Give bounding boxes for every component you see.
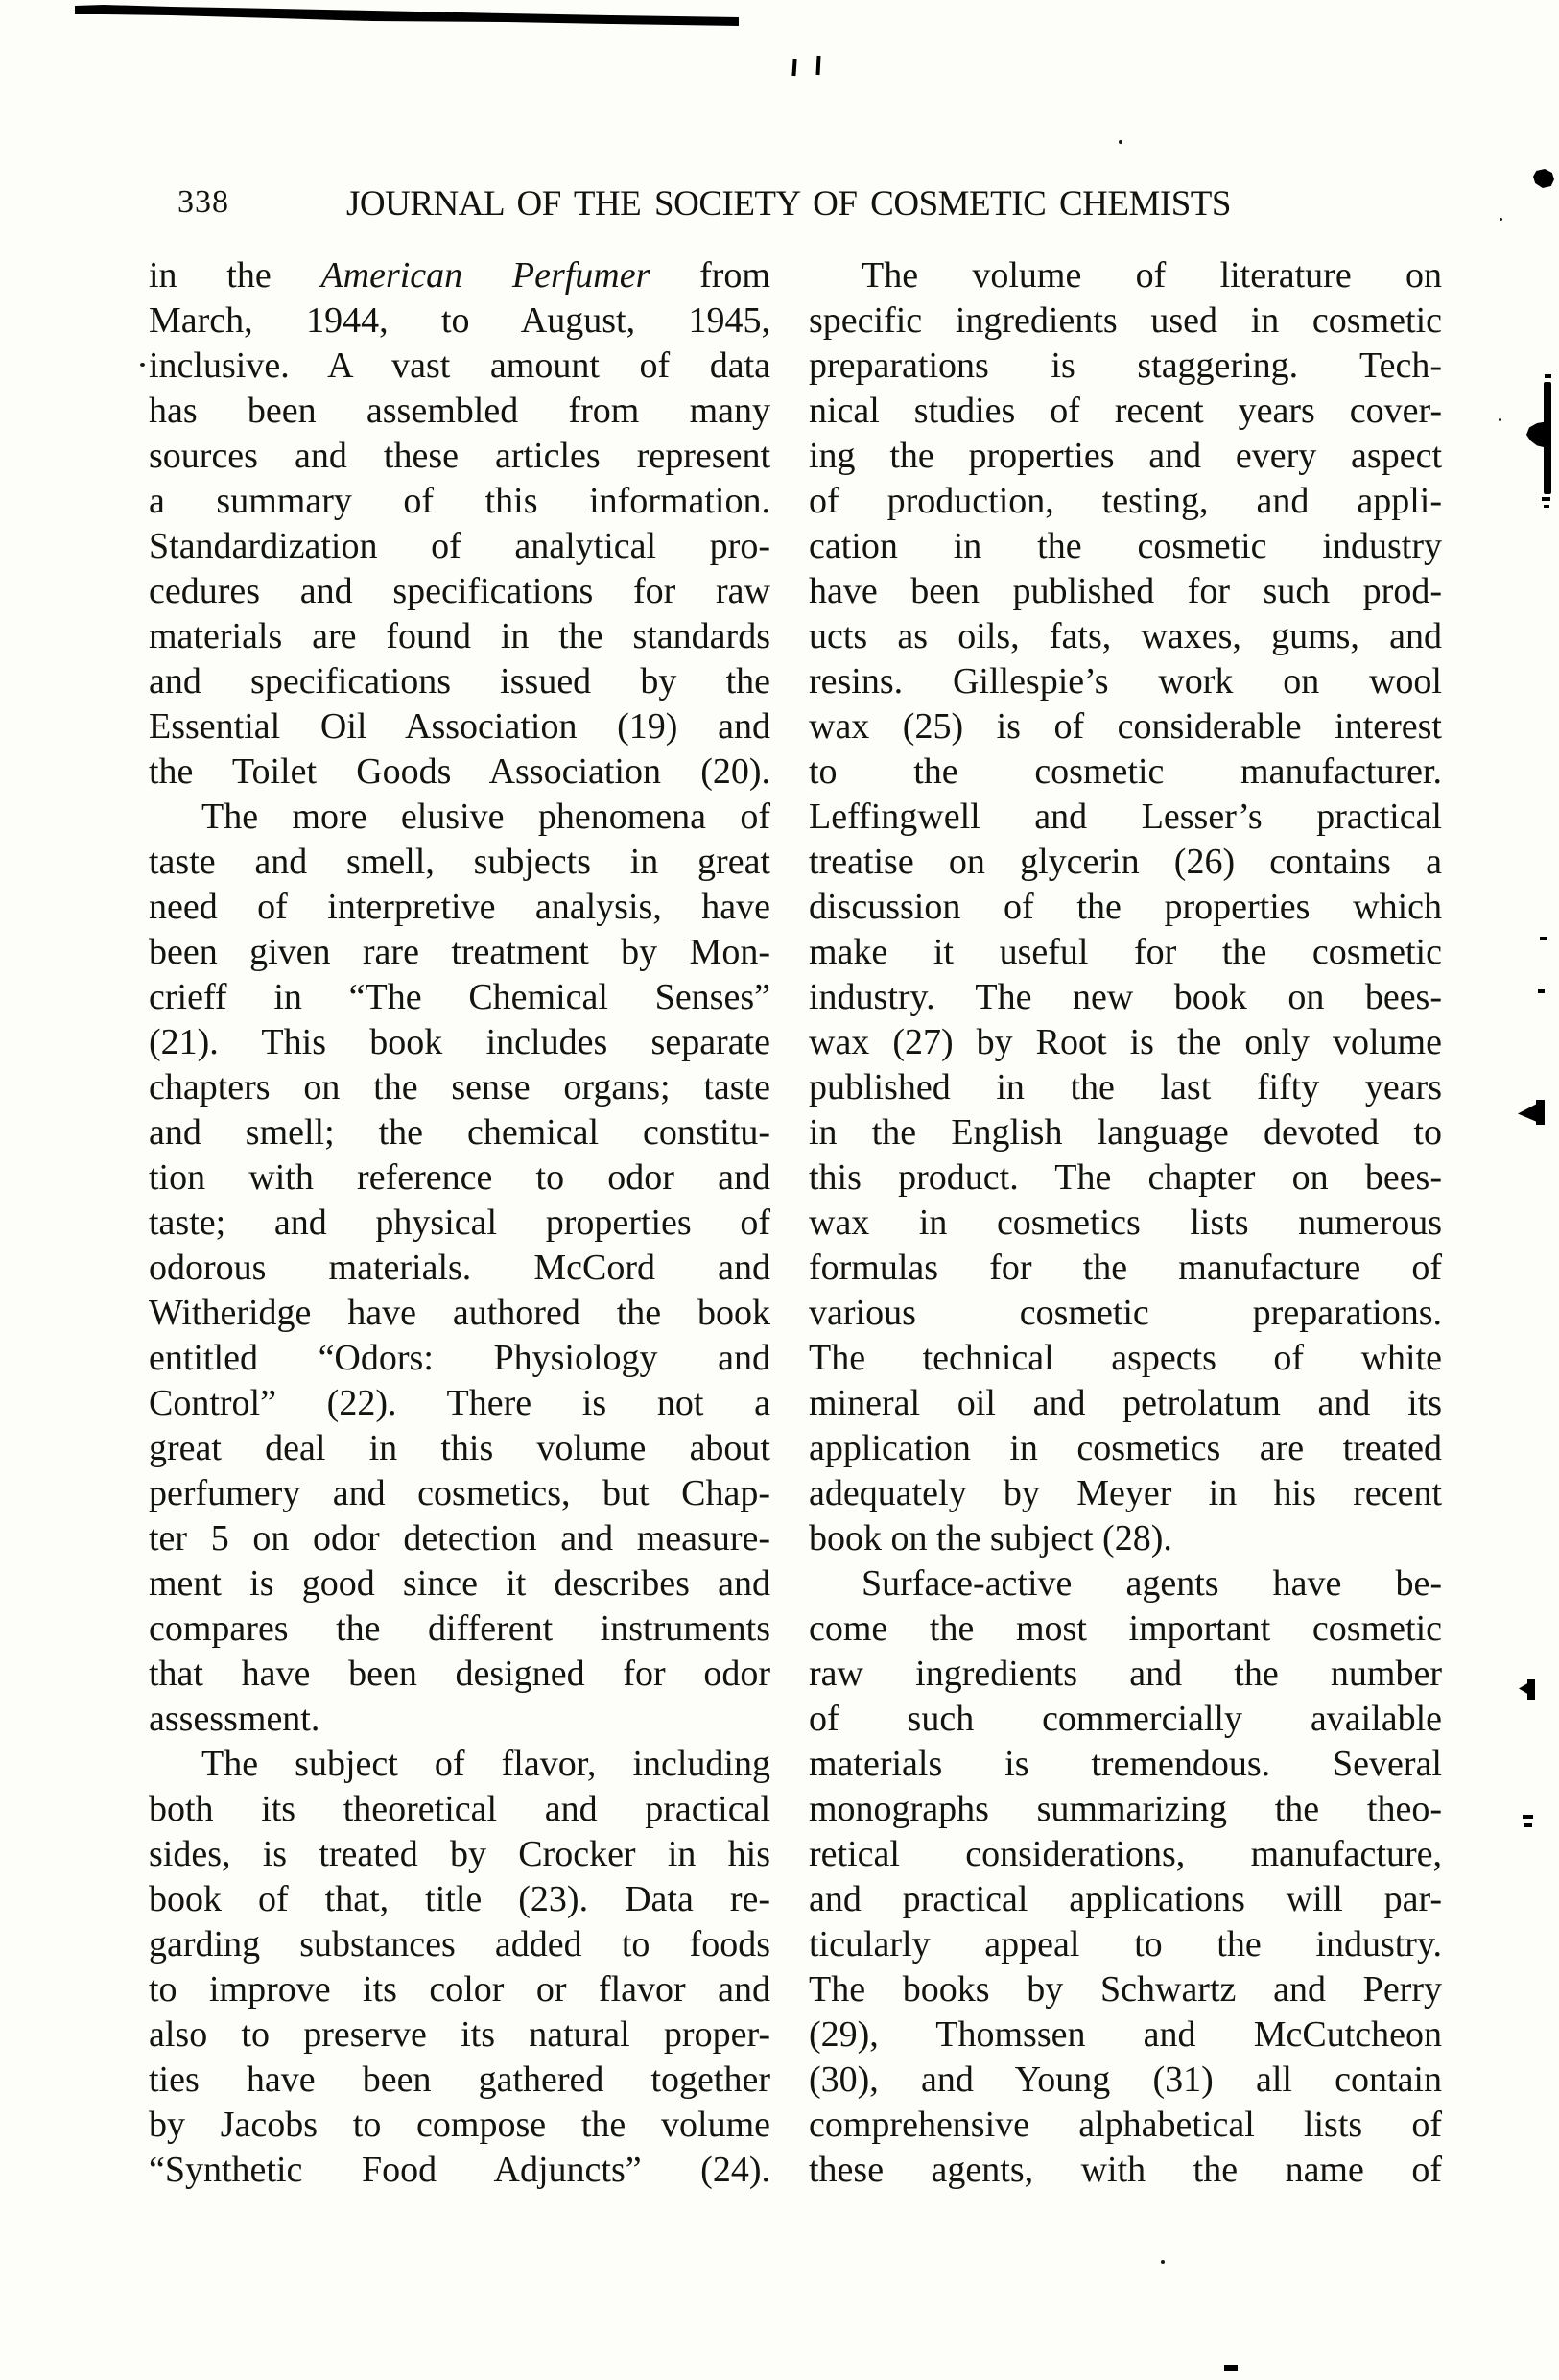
text-line: been given rare treatment by Mon- (149, 932, 770, 972)
text-line: sides, is treated by Crocker in his (149, 1834, 770, 1874)
text-line: of such commercially available (809, 1699, 1442, 1739)
text-line: book on the subject (28). (809, 1518, 1172, 1559)
text-line: book of that, title (23). Data re- (149, 1879, 770, 1919)
text-line: The subject of flavor, including (201, 1744, 770, 1784)
scan-speck (1499, 418, 1501, 421)
scan-speck (1500, 218, 1502, 221)
scan-artifact-dash (1540, 937, 1547, 940)
text-line: perfumery and cosmetics, but Chap- (149, 1473, 770, 1513)
text-line: resins. Gillespie’s work on wool (809, 661, 1442, 702)
journal-title: JOURNAL OF THE SOCIETY OF COSMETIC CHEMISTS (346, 184, 1231, 224)
text-line: by Jacobs to compose the volume (149, 2105, 770, 2145)
scan-artifact-dash (1542, 497, 1550, 501)
text-line: in the English language devoted to (809, 1112, 1442, 1153)
text-line: materials are found in the standards (149, 616, 770, 656)
text-line: adequately by Meyer in his recent (809, 1473, 1442, 1513)
text-line: retical considerations, manufacture, (809, 1834, 1442, 1874)
scan-artifact-dash (1545, 374, 1551, 378)
left-column (149, 253, 770, 2193)
text-line: compares the different instruments (149, 1608, 770, 1649)
scan-artifact-tick (815, 56, 820, 75)
text-line: (21). This book includes separate (149, 1022, 770, 1062)
text-line: preparations is staggering. Tech- (809, 345, 1442, 386)
text-line: ticularly appeal to the industry. (809, 1924, 1442, 1964)
text-line: taste and smell, subjects in great (149, 842, 770, 882)
text-line: specific ingredients used in cosmetic (809, 300, 1442, 341)
text-line: to improve its color or flavor and (149, 1969, 770, 2010)
scan-artifact-blob (1526, 420, 1546, 449)
text-line: treatise on glycerin (26) contains a (809, 842, 1442, 882)
text-line: materials is tremendous. Several (809, 1744, 1442, 1784)
text-line: sources and these articles represent (149, 436, 770, 476)
text-line: ties have been gathered together (149, 2059, 770, 2100)
text-line: these agents, with the name of (809, 2150, 1442, 2190)
text-line: published in the last fifty years (809, 1067, 1442, 1107)
page-number: 338 (177, 184, 229, 220)
text-line: The technical aspects of white (809, 1338, 1442, 1378)
text-line: garding substances added to foods (149, 1924, 770, 1964)
text-line: that have been designed for odor (149, 1654, 770, 1694)
scan-artifact-dash (1523, 1815, 1533, 1819)
text-line: to the cosmetic manufacturer. (809, 751, 1442, 792)
text-line: and smell; the chemical constitu- (149, 1112, 770, 1153)
text-line: also to preserve its natural proper- (149, 2014, 770, 2055)
text-line: crieff in “The Chemical Senses” (149, 977, 770, 1017)
scan-artifact-dash (1544, 505, 1549, 508)
text-line: Control” (22). There is not a (149, 1383, 770, 1423)
text-line: The books by Schwartz and Perry (809, 1969, 1442, 2010)
text-line: ter 5 on odor detection and measure- (149, 1518, 770, 1559)
text-line: raw ingredients and the number (809, 1654, 1442, 1694)
text-line: wax (27) by Root is the only volume (809, 1022, 1442, 1062)
text-line: entitled “Odors: Physiology and (149, 1338, 770, 1378)
text-line: tion with reference to odor and (149, 1157, 770, 1198)
text-line: great deal in this volume about (149, 1428, 770, 1468)
text-line: assessment. (149, 1699, 320, 1739)
text-line: taste; and physical properties of (149, 1202, 770, 1243)
text-line: monographs summarizing the theo- (809, 1789, 1442, 1829)
text-line: come the most important cosmetic (809, 1608, 1442, 1649)
text-line: of production, testing, and appli- (809, 481, 1442, 521)
scan-artifact-top-bar (75, 2, 739, 27)
scan-artifact-flag (1518, 1104, 1537, 1122)
text-line: wax in cosmetics lists numerous (809, 1202, 1442, 1243)
text-line: industry. The new book on bees- (809, 977, 1442, 1017)
text-line: mineral oil and petrolatum and its (809, 1383, 1442, 1423)
text-line: discussion of the properties which (809, 887, 1442, 927)
text-line: cedures and specifications for raw (149, 571, 770, 611)
text-line: odorous materials. McCord and (149, 1248, 770, 1288)
text-line: need of interpretive analysis, have (149, 887, 770, 927)
text-line: March, 1944, to August, 1945, (149, 300, 770, 341)
text-line: Surface-active agents have be- (862, 1563, 1442, 1604)
text-line: in the American Perfumer from (149, 255, 770, 296)
scan-artifact-flag (1536, 1100, 1545, 1125)
text-line: and practical applications will par- (809, 1879, 1442, 1919)
text-line: have been published for such prod- (809, 571, 1442, 611)
text-line: (30), and Young (31) all contain (809, 2059, 1442, 2100)
text-line: cation in the cosmetic industry (809, 526, 1442, 566)
text-line: wax (25) is of considerable interest (809, 706, 1442, 747)
text-line: various cosmetic preparations. (809, 1293, 1442, 1333)
text-line: Essential Oil Association (19) and (149, 706, 770, 747)
text-line: Leffingwell and Lesser’s practical (809, 797, 1442, 837)
scan-speck (140, 363, 145, 367)
text-line: nical studies of recent years cover- (809, 391, 1442, 431)
text-line: make it useful for the cosmetic (809, 932, 1442, 972)
text-line: ing the properties and every aspect (809, 436, 1442, 476)
scan-artifact-dash (1538, 989, 1545, 993)
text-line: application in cosmetics are treated (809, 1428, 1442, 1468)
text-line: ment is good since it describes and (149, 1563, 770, 1604)
right-column (809, 253, 1442, 2193)
scan-artifact-blob (1533, 169, 1554, 188)
text-line: formulas for the manufacture of (809, 1248, 1442, 1288)
text-line: has been assembled from many (149, 391, 770, 431)
text-line: (29), Thomssen and McCutcheon (809, 2014, 1442, 2055)
text-line: a summary of this information. (149, 481, 770, 521)
scan-artifact-dash (1224, 2365, 1238, 2371)
text-line: The more elusive phenomena of (201, 797, 770, 837)
text-line: The volume of literature on (862, 255, 1442, 296)
text-line: comprehensive alphabetical lists of (809, 2105, 1442, 2145)
text-line: Witheridge have authored the book (149, 1293, 770, 1333)
text-line: ucts as oils, fats, waxes, gums, and (809, 616, 1442, 656)
scan-speck (1161, 2260, 1165, 2264)
scan-speck (1119, 140, 1122, 144)
text-line: this product. The chapter on bees- (809, 1157, 1442, 1198)
text-line: chapters on the sense organs; taste (149, 1067, 770, 1107)
text-line: “Synthetic Food Adjuncts” (24). (149, 2150, 770, 2190)
scan-artifact-dash (1524, 1823, 1532, 1827)
text-line: both its theoretical and practical (149, 1789, 770, 1829)
text-line: inclusive. A vast amount of data (149, 345, 770, 386)
scan-artifact-tick (791, 60, 796, 76)
scan-artifact-flag (1519, 1682, 1529, 1695)
text-line: the Toilet Goods Association (20). (149, 751, 770, 792)
text-line: Standardization of analytical pro- (149, 526, 770, 566)
text-line: and specifications issued by the (149, 661, 770, 702)
